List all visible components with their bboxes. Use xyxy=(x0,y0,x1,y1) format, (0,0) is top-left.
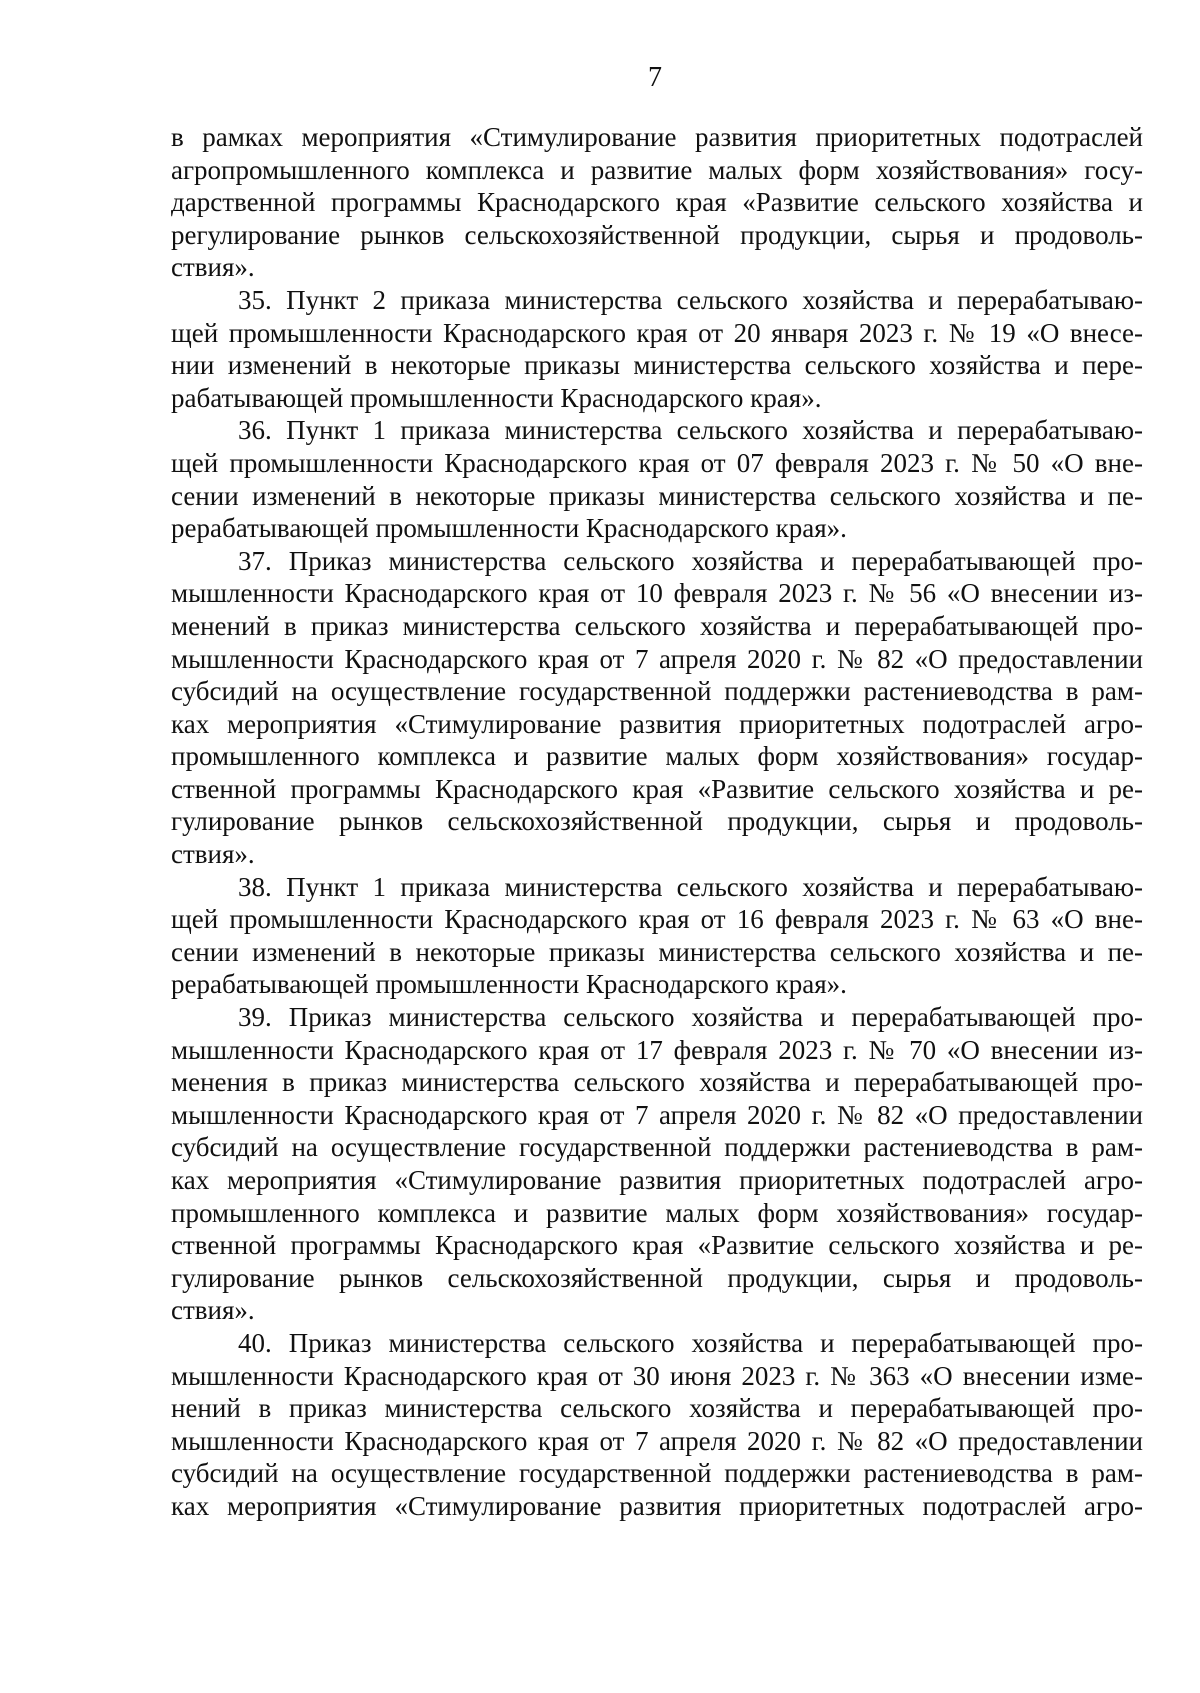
text-line: ствия». xyxy=(171,839,255,870)
text-line: мышленности Краснодарского края от 7 апреля 2020 г. № 82 «О предоставлении xyxy=(171,643,1143,674)
text-line: промышленного комплекса и развитие малых форм хозяйствования» государ- xyxy=(171,741,1143,772)
text-line: ках мероприятия «Стимулирование развития приоритетных подотраслей агро- xyxy=(171,708,1143,739)
text-line: 36. Пункт 1 приказа министерства сельского хозяйства и перерабатываю- xyxy=(238,415,1143,446)
text-line: сении изменений в некоторые приказы министерства сельского хозяйства и пе- xyxy=(171,480,1143,511)
text-line: мышленности Краснодарского края от 10 февраля 2023 г. № 56 «О внесении из- xyxy=(171,578,1143,609)
text-line: мышленности Краснодарского края от 30 июня 2023 г. № 363 «О внесении изме- xyxy=(171,1360,1143,1391)
text-line: щей промышленности Краснодарского края от 20 января 2023 г. № 19 «О внесе- xyxy=(171,317,1143,348)
text-line: 39. Приказ министерства сельского хозяйства и перерабатывающей про- xyxy=(238,1002,1143,1033)
text-line: агропромышленного комплекса и развитие малых форм хозяйствования» госу- xyxy=(171,154,1143,185)
text-line: 38. Пункт 1 приказа министерства сельского хозяйства и перерабатываю- xyxy=(238,871,1143,902)
text-line: 40. Приказ министерства сельского хозяйства и перерабатывающей про- xyxy=(238,1327,1143,1358)
text-line: 35. Пункт 2 приказа министерства сельского хозяйства и перерабатываю- xyxy=(238,284,1143,315)
paragraph xyxy=(171,545,1143,871)
text-line: менения в приказ министерства сельского хозяйства и перерабатывающей про- xyxy=(171,1067,1143,1098)
text-line: рерабатывающей промышленности Краснодарского края». xyxy=(171,969,847,1000)
text-line: гулирование рынков сельскохозяйственной продукции, сырья и продоволь- xyxy=(171,1262,1143,1293)
text-line: щей промышленности Краснодарского края от 16 февраля 2023 г. № 63 «О вне- xyxy=(171,904,1143,935)
paragraph xyxy=(171,1327,1143,1523)
paragraph xyxy=(171,1001,1143,1327)
text-line: ствия». xyxy=(171,1295,255,1326)
text-line: субсидий на осуществление государственной поддержки растениеводства в рам- xyxy=(171,1458,1143,1489)
text-line: субсидий на осуществление государственной поддержки растениеводства в рам- xyxy=(171,676,1143,707)
text-line: рабатывающей промышленности Краснодарского края». xyxy=(171,382,822,413)
page-number: 7 xyxy=(648,62,662,93)
text-line: рерабатывающей промышленности Краснодарского края». xyxy=(171,513,847,544)
text-line: нений в приказ министерства сельского хозяйства и перерабатывающей про- xyxy=(171,1393,1143,1424)
text-line: в рамках мероприятия «Стимулирование развития приоритетных подотраслей xyxy=(171,122,1143,152)
text-line: ках мероприятия «Стимулирование развития приоритетных подотраслей агро- xyxy=(171,1490,1143,1521)
text-line: мышленности Краснодарского края от 7 апреля 2020 г. № 82 «О предоставлении xyxy=(171,1425,1143,1456)
text-line: сении изменений в некоторые приказы министерства сельского хозяйства и пе- xyxy=(171,936,1143,967)
text-line: ствия». xyxy=(171,252,255,283)
text-line: мышленности Краснодарского края от 7 апреля 2020 г. № 82 «О предоставлении xyxy=(171,1099,1143,1130)
paragraph xyxy=(171,871,1143,1001)
text-line: ственной программы Краснодарского края «Развитие сельского хозяйства и ре- xyxy=(171,1230,1143,1261)
text-line: мышленности Краснодарского края от 17 февраля 2023 г. № 70 «О внесении из- xyxy=(171,1034,1143,1065)
text-line: дарственной программы Краснодарского края «Развитие сельского хозяйства и xyxy=(171,187,1143,218)
text-line: менений в приказ министерства сельского хозяйства и перерабатывающей про- xyxy=(171,610,1143,641)
paragraph xyxy=(171,121,1143,284)
document-body xyxy=(171,121,1143,1523)
text-line: нии изменений в некоторые приказы министерства сельского хозяйства и пере- xyxy=(171,350,1143,381)
text-line: ственной программы Краснодарского края «Развитие сельского хозяйства и ре- xyxy=(171,773,1143,804)
paragraph xyxy=(171,414,1143,544)
text-line: 37. Приказ министерства сельского хозяйства и перерабатывающей про- xyxy=(238,545,1143,576)
text-line: ках мероприятия «Стимулирование развития приоритетных подотраслей агро- xyxy=(171,1165,1143,1195)
text-line: регулирование рынков сельскохозяйственной продукции, сырья и продоволь- xyxy=(171,219,1143,250)
paragraph xyxy=(171,284,1143,414)
text-line: промышленного комплекса и развитие малых форм хозяйствования» государ- xyxy=(171,1197,1143,1228)
text-line: щей промышленности Краснодарского края от 07 февраля 2023 г. № 50 «О вне- xyxy=(171,447,1143,478)
text-line: субсидий на осуществление государственной поддержки растениеводства в рам- xyxy=(171,1132,1143,1163)
text-line: гулирование рынков сельскохозяйственной продукции, сырья и продоволь- xyxy=(171,806,1143,837)
